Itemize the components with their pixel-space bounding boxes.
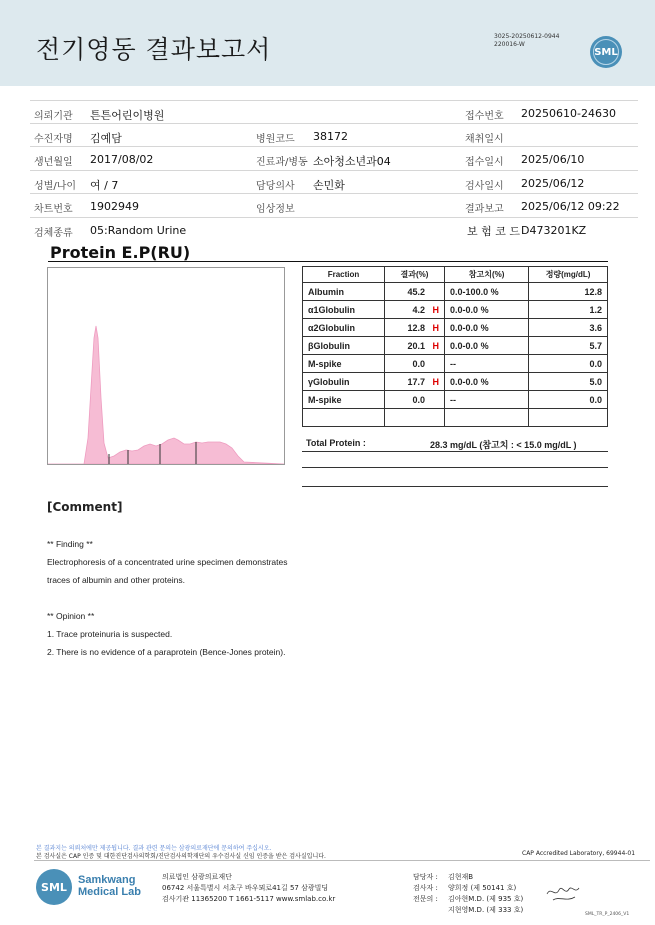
high-flag: H	[432, 304, 440, 315]
footer-divider	[34, 860, 650, 861]
sex-age-label: 성별/나이	[34, 180, 77, 192]
staff-list	[413, 872, 523, 916]
result-cell	[384, 319, 444, 337]
high-flag: H	[432, 340, 440, 351]
dob-value: 2017/08/02	[90, 153, 154, 166]
col-reference: 참고치(%)	[445, 267, 529, 283]
staff-label: 검사자 :	[413, 884, 438, 892]
fraction-cell: M-spike	[303, 355, 385, 373]
footer-accreditation: 본 검사실은 CAP 인증 및 대한진단검사의학회/진단검사의학재단의 우수검사실 신임 인증을 받은 검사실입니다.	[36, 853, 326, 860]
staff-name: 김아현M.D. (제 935 호)	[448, 895, 524, 903]
insurance-value: D473201KZ	[521, 223, 587, 237]
dept-value: 소아청소년과04	[313, 155, 391, 168]
cap-accreditation: CAP Accredited Laboratory, 69944-01	[522, 850, 636, 857]
fraction-cell: M-spike	[303, 391, 385, 409]
brand-line2: Medical Lab	[78, 886, 141, 898]
table-row	[303, 319, 608, 337]
table-header-row	[303, 267, 608, 283]
address-line: 검사기관 11365200 T 1661-5117 www.smlab.co.kr	[162, 895, 336, 903]
result-cell	[384, 283, 444, 301]
result-value: 0.0	[412, 358, 426, 369]
table-row	[303, 409, 608, 427]
sml-footer-logo-icon: SML	[36, 869, 72, 905]
receipt-no-label: 접수번호	[465, 111, 504, 122]
fraction-cell: α2Globulin	[303, 319, 385, 337]
quantity-cell: 0.0	[529, 355, 608, 373]
reference-cell: 0.0-0.0 %	[445, 319, 529, 337]
info-row	[30, 218, 638, 242]
result-cell	[384, 301, 444, 319]
quantity-cell: 12.8	[529, 283, 608, 301]
chart-no-value: 1902949	[90, 200, 139, 213]
protein-curve	[48, 326, 284, 464]
brand-name	[78, 874, 141, 898]
hospital-code-label: 병원코드	[256, 133, 295, 145]
specimen-value: 05:Random Urine	[90, 223, 187, 237]
reference-cell: 0.0-0.0 %	[445, 373, 529, 391]
form-id: SML_TR_P_2406_V1	[585, 912, 630, 917]
info-row	[30, 171, 638, 195]
result-cell	[384, 409, 444, 427]
fraction-cell	[303, 409, 385, 427]
specimen-label: 검체종류	[34, 227, 73, 239]
table-row	[303, 283, 608, 301]
section-title: Protein E.P(RU)	[50, 243, 191, 262]
hospital-code-value: 38172	[313, 129, 348, 143]
receipt-date-label: 접수일시	[465, 157, 504, 168]
institution-value: 튼튼어린이병원	[90, 109, 165, 122]
comment-title: [Comment]	[47, 500, 123, 514]
staff-name: 지현영M.D. (제 333 호)	[448, 906, 524, 914]
table-row	[303, 373, 608, 391]
chart-no-label: 차트번호	[34, 204, 73, 215]
result-value: 45.2	[407, 286, 426, 297]
comment-line: 2. There is no evidence of a paraprotein (Bence-Jones protein).	[47, 647, 286, 657]
total-protein	[302, 436, 608, 452]
institution-label: 의뢰기관	[34, 111, 73, 122]
quantity-cell: 5.7	[529, 337, 608, 355]
reference-cell	[445, 409, 529, 427]
info-row	[30, 100, 638, 124]
result-cell	[384, 337, 444, 355]
table-row	[303, 301, 608, 319]
col-fraction: Fraction	[303, 267, 385, 283]
address-line: 06742 서울특별시 서초구 바우뫼로41길 57 삼광빌딩	[162, 884, 329, 892]
signature-icon	[545, 880, 585, 904]
patient-info-grid	[30, 100, 638, 241]
staff-name: 양희정 (제 50141 호)	[448, 884, 517, 892]
report-value: 2025/06/12 09:22	[521, 200, 620, 213]
test-date-value: 2025/06/12	[521, 176, 585, 190]
reference-cell: 0.0-0.0 %	[445, 301, 529, 319]
clinical-label: 임상정보	[256, 204, 295, 215]
comment-line: traces of albumin and other proteins.	[47, 575, 185, 585]
quantity-cell: 0.0	[529, 391, 608, 409]
info-row	[30, 147, 638, 171]
doctor-value: 손민화	[313, 178, 345, 192]
table-row	[303, 355, 608, 373]
result-value: 20.1	[407, 340, 426, 351]
report-label: 결과보고	[465, 204, 504, 215]
reference-cell: 0.0-0.0 %	[445, 337, 529, 355]
fraction-cell: γGlobulin	[303, 373, 385, 391]
result-value: 0.0	[412, 394, 426, 405]
quantity-cell: 5.0	[529, 373, 608, 391]
insurance-label: 보 험 코 드	[467, 224, 520, 238]
section-divider	[48, 261, 608, 262]
comment-line: ** Opinion **	[47, 611, 95, 621]
reference-cell: --	[445, 391, 529, 409]
collection-label: 채취일시	[465, 133, 504, 145]
comment-line: ** Finding **	[47, 539, 93, 549]
results-table	[302, 266, 608, 427]
staff-name: 김현재B	[448, 873, 474, 881]
brand-line1: Samkwang	[78, 874, 136, 886]
col-result: 결과(%)	[384, 267, 444, 283]
info-row	[30, 194, 638, 218]
quantity-cell: 3.6	[529, 319, 608, 337]
patient-value: 김예담	[90, 131, 122, 145]
quantity-cell: 1.2	[529, 301, 608, 319]
total-protein-value: 28.3 mg/dL (참고치 : < 15.0 mg/dL )	[430, 440, 577, 450]
result-value: 17.7	[407, 376, 426, 387]
total-protein-label: Total Protein :	[306, 438, 366, 448]
test-date-label: 검사일시	[465, 180, 504, 192]
result-cell	[384, 355, 444, 373]
report-title: 전기영동 결과보고서	[36, 35, 272, 64]
dept-label: 진료과/병동	[256, 157, 308, 168]
result-value: 4.2	[412, 304, 426, 315]
table-row	[303, 337, 608, 355]
dob-label: 생년월일	[34, 157, 73, 168]
result-cell	[384, 373, 444, 391]
reference-cell: 0.0-100.0 %	[445, 283, 529, 301]
doc-id-line2: 220016-W	[494, 41, 525, 48]
receipt-date-value: 2025/06/10	[521, 153, 585, 166]
receipt-no-value: 20250610-24630	[521, 107, 616, 120]
reference-cell: --	[445, 355, 529, 373]
fraction-cell: Albumin	[303, 283, 385, 301]
divider	[302, 467, 608, 468]
table-row	[303, 391, 608, 409]
col-quantity: 정량(mg/dL)	[529, 267, 608, 283]
divider	[302, 486, 608, 487]
sex-age-value: 여 / 7	[90, 178, 119, 192]
high-flag: H	[432, 376, 440, 387]
fraction-cell: βGlobulin	[303, 337, 385, 355]
patient-label: 수진자명	[34, 133, 73, 145]
address-line: 의료법인 삼광의료재단	[162, 873, 232, 881]
sml-logo-icon: SML	[590, 36, 622, 68]
electrophoresis-graph	[47, 267, 285, 465]
comment-line: 1. Trace proteinuria is suspected.	[47, 629, 173, 639]
high-flag: H	[432, 322, 440, 333]
fraction-cell: α1Globulin	[303, 301, 385, 319]
footer-notice: 본 결과지는 의뢰처에만 제공됩니다. 결과 관련 문의는 삼광의료재단에 문의하여 주십시오.	[36, 845, 272, 852]
result-value: 12.8	[407, 322, 426, 333]
staff-label: 전문의 :	[413, 895, 438, 903]
result-cell	[384, 391, 444, 409]
lab-address	[162, 872, 335, 905]
doctor-label: 담당의사	[256, 180, 295, 192]
document-id	[494, 33, 559, 49]
comment-line: Electrophoresis of a concentrated urine specimen demonstrates	[47, 557, 288, 567]
staff-label: 담당자 :	[413, 873, 438, 881]
report-header	[0, 0, 655, 86]
info-row	[30, 124, 638, 148]
quantity-cell	[529, 409, 608, 427]
densitometry-curve	[48, 268, 284, 464]
doc-id-line1: 3025-20250612-0944	[494, 33, 560, 40]
